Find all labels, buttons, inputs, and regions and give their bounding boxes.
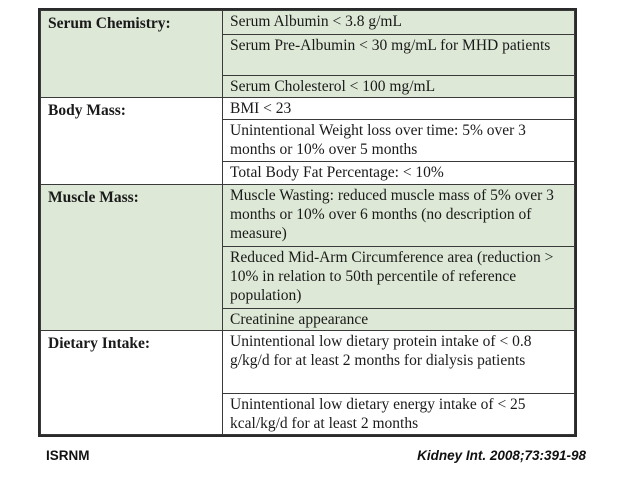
source-label: ISRNM [46,448,90,463]
table-row [41,185,575,247]
criteria-table-frame [38,8,577,437]
criterion-cell: Total Body Fat Percentage: < 10% [223,162,575,185]
criterion-cell: Serum Cholesterol < 100 mg/mL [223,76,575,98]
category-body-mass: Body Mass: [41,98,223,185]
citation: Kidney Int. 2008;73:391-98 [417,448,586,463]
criteria-table [40,10,575,435]
criterion-cell: Reduced Mid-Arm Circumference area (reduction > 10% in relation to 50th percentile of reference population) [223,247,575,309]
criterion-cell: Creatinine appearance [223,309,575,331]
category-dietary-intake: Dietary Intake: [41,331,223,435]
criterion-cell: Serum Pre-Albumin < 30 mg/mL for MHD patients [223,35,575,76]
criterion-cell: Muscle Wasting: reduced muscle mass of 5% over 3 months or 10% over 6 months (no description of measure) [223,185,575,247]
criterion-cell: BMI < 23 [223,98,575,120]
table-row [41,331,575,394]
criterion-cell: Serum Albumin < 3.8 g/mL [223,11,575,35]
category-muscle-mass: Muscle Mass: [41,185,223,331]
criterion-cell: Unintentional low dietary protein intake of < 0.8 g/kg/d for at least 2 months for dialysis patients [223,331,575,394]
table-row [41,11,575,35]
table-row [41,98,575,120]
criterion-cell: Unintentional Weight loss over time: 5% over 3 months or 10% over 5 months [223,120,575,162]
criterion-cell: Unintentional low dietary energy intake of < 25 kcal/kg/d for at least 2 months [223,394,575,435]
category-serum-chemistry: Serum Chemistry: [41,11,223,98]
